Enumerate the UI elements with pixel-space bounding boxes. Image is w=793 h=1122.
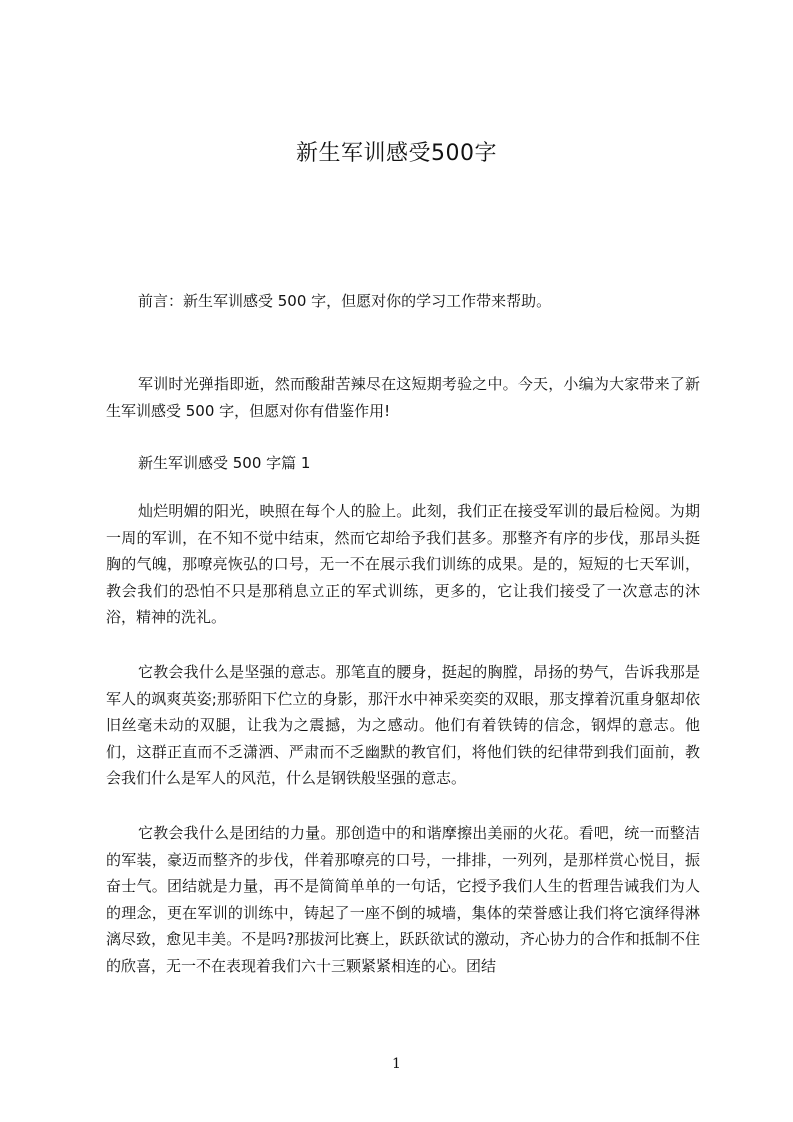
intro-text: 前言：新生军训感受 500 字，但愿对你的学习工作带来帮助。 bbox=[138, 292, 552, 310]
body-paragraph: 灿烂明媚的阳光，映照在每个人的脸上。此刻，我们正在接受军训的最后检阅。为期一周的军训，在不知不觉中结束，然而它却给予我们甚多。那整齐有序的步伐，那昂头挺胸的气魄，那嘹亮恢弘的口号，无一不在展示我们训练的成果。是的，短短的七天军训，教会我们的恐怕不只是那稍息立正的军式训练，更多的，它让我们接受了一次意志的沐浴，精神的洗礼。 bbox=[106, 502, 700, 626]
page-number: 1 bbox=[392, 1056, 401, 1072]
lead-paragraph: 军训时光弹指即逝，然而酸甜苦辣尽在这短期考验之中。今天，小编为大家带来了新生军训感受 500 字，但愿对你有借鉴作用! bbox=[106, 375, 700, 420]
section-heading: 新生军训感受 500 字篇 1 bbox=[138, 454, 311, 472]
document-title: 新生军训感受500字 bbox=[296, 141, 497, 166]
body-paragraph: 它教会我什么是坚强的意志。那笔直的腰身，挺起的胸膛，昂扬的势气，告诉我那是军人的飒爽英姿;那骄阳下伫立的身影，那汗水中神采奕奕的双眼，那支撑着沉重身躯却依旧丝毫未动的双腿，让我为之震撼，为之感动。他们有着铁铸的信念，钢焊的意志。他们，这群正直而不乏潇洒、严肃而不乏幽默的教官们，将他们铁的纪律带到我们面前，教会我们什么是军人的风范，什么是钢铁般坚强的意志。 bbox=[106, 663, 700, 787]
body-paragraph: 它教会我什么是团结的力量。那创造中的和谐摩擦出美丽的火花。看吧，统一而整洁的军装，豪迈而整齐的步伐，伴着那嘹亮的口号，一排排，一列列，是那样赏心悦目，振奋士气。团结就是力量，再不是简简单单的一句话，它授予我们人生的哲理告诫我们为人的理念，更在军训的训练中，铸起了一座不倒的城墙，集体的荣誉感让我们将它演绎得淋漓尽致，愈见丰美。不是吗?那拔河比赛上，跃跃欲试的激动，齐心协力的合作和抵制不住的欣喜，无一不在表现着我们六十三颗紧紧相连的心。团结 bbox=[106, 824, 700, 975]
